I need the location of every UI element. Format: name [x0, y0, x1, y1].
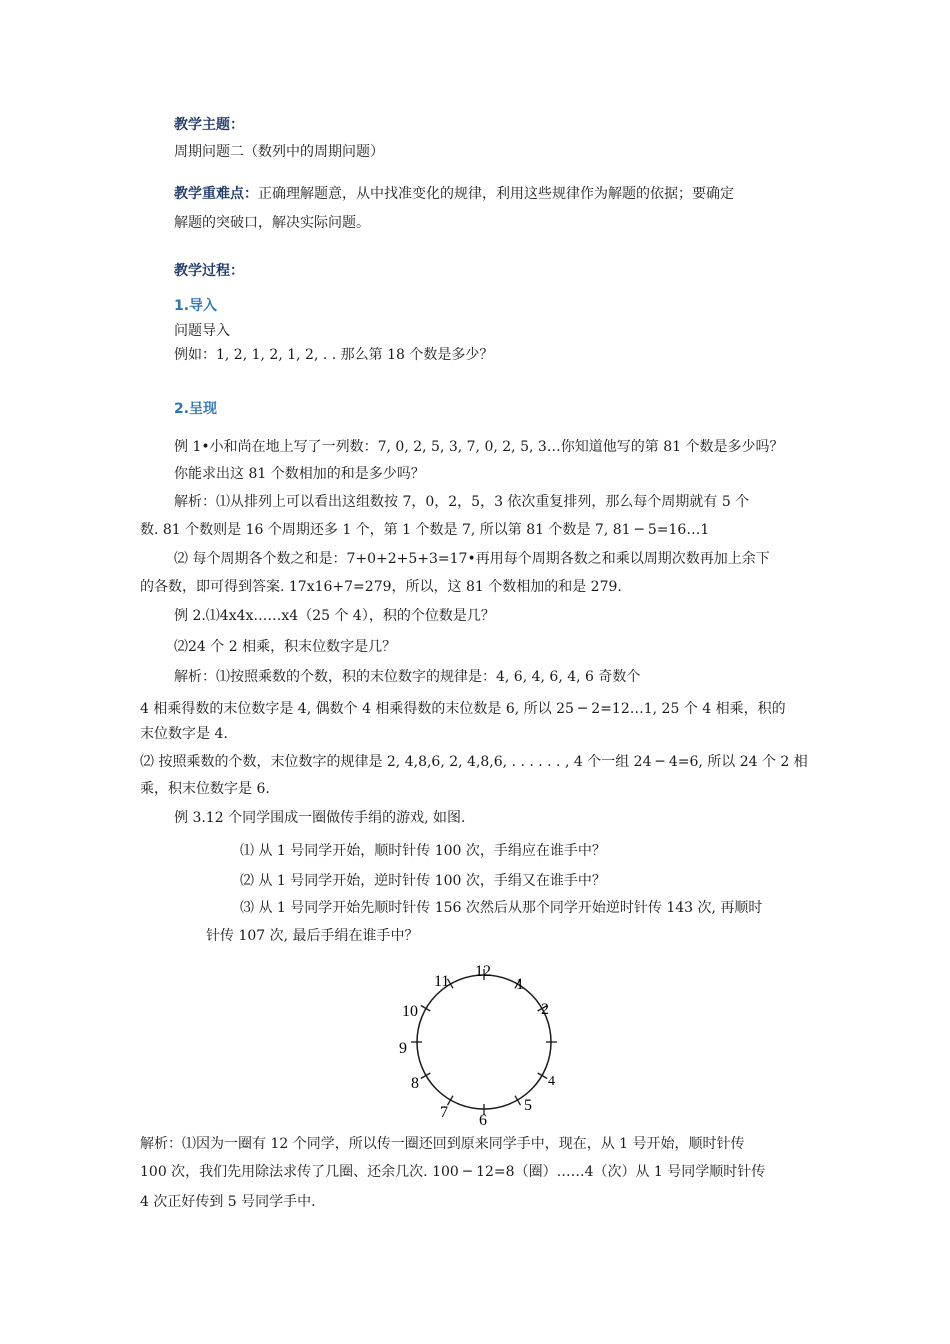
position-5-label: 5 [524, 1097, 532, 1114]
ex1-line-1: 例 1•小和尚在地上写了一列数：7, 0, 2, 5, 3, 7, 0, 2, 5, 3…你知道他写的第 81 个数是多少吗？ [174, 439, 784, 455]
position-7-label: 7 [440, 1104, 448, 1121]
ex3-solution-2: 100 次，我们先用除法求传了几圈、还余几次. 100 ─ 12=8（圈）……4（次）从 1 号同学顺时针传 [140, 1164, 766, 1180]
ex2-line-1: 例 2.⑴4x4x……x4（25 个 4），积的个位数是几？ [174, 608, 495, 624]
key-points-line-2: 解题的突破口，解决实际问题。 [174, 215, 370, 231]
topic-text: 周期问题二（数列中的周期问题） [174, 144, 384, 160]
key-points-line-1 [174, 184, 734, 204]
ex2-line-2: ⑵24 个 2 相乘，积末位数字是几？ [174, 639, 397, 655]
ex3-solution-3: 4 次正好传到 5 号同学手中. [140, 1194, 316, 1210]
position-1-label: 1 [516, 976, 524, 993]
section-intro-title: 1.导入 [174, 298, 218, 314]
ex2-solution-2: 4 相乘得数的末位数字是 4, 偶数个 4 相乘得数的末位数是 6, 所以 25 ─ 2=12…1, 25 个 4 相乘，积的 [140, 701, 786, 717]
circle-figure [395, 962, 575, 1132]
ex2-solution-1: 解析：⑴按照乘数的个数，积的末位数字的规律是：4, 6, 4, 6, 4, 6 奇数个 [174, 669, 641, 685]
intro-line-1: 问题导入 [174, 323, 230, 339]
ex1-solution-3: ⑵ 每个周期各个数之和是：7+0+2+5+3=17•再用每个周期各数之和乘以周期次数再加上余下 [174, 551, 770, 567]
ex1-solution-1: 解析：⑴从排列上可以看出这组数按 7，0，2，5，3 依次重复排列，那么每个周期就有 5 个 [174, 494, 750, 510]
position-12-label: 12 [475, 963, 491, 980]
ex1-solution-4: 的各数，即可得到答案. 17x16+7=279，所以，这 81 个数相加的和是 279. [140, 579, 622, 595]
ex3-solution-1: 解析：⑴因为一圈有 12 个同学，所以传一圈还回到原来同学手中，现在，从 1 号开始，顺时针传 [140, 1136, 745, 1152]
position-11-label: 11 [434, 973, 450, 990]
ex3-question-1: ⑴ 从 1 号同学开始，顺时针传 100 次，手绢应在谁手中？ [240, 843, 606, 859]
ex3-question-3a: ⑶ 从 1 号同学开始先顺时针传 156 次然后从那个同学开始逆时针传 143 次, 再顺时 [240, 900, 763, 916]
position-6-label: 6 [479, 1112, 487, 1129]
ex3-question-3b: 针传 107 次, 最后手绢在谁手中？ [206, 928, 419, 944]
ex1-line-2: 你能求出这 81 个数相加的和是多少吗？ [174, 466, 425, 482]
position-2-label: 2 [541, 1001, 549, 1018]
section-present-title: 2.呈现 [174, 401, 218, 417]
key-points-text-1: 正确理解题意，从中找准变化的规律，利用这些规律作为解题的依据；要确定 [258, 186, 734, 202]
topic-heading: 教学主题： [174, 117, 244, 133]
intro-line-2: 例如：1, 2, 1, 2, 1, 2, . . 那么第 18 个数是多少？ [174, 347, 494, 363]
ex3-line-1: 例 3.12 个同学围成一圈做传手绢的游戏, 如图. [174, 810, 466, 826]
ex2-solution-4: ⑵ 按照乘数的个数，末位数字的规律是 2, 4,8,6, 2, 4,8,6, . . . . . . , 4 个一组 24 ─ 4=6, 所以 24 个 2 相 [140, 754, 808, 770]
student-circle [417, 975, 551, 1109]
key-points-heading: 教学重难点： [174, 186, 258, 202]
position-8-label: 8 [411, 1075, 419, 1092]
ex3-question-2: ⑵ 从 1 号同学开始，逆时针传 100 次，手绢又在谁手中？ [240, 873, 606, 889]
position-10-label: 10 [402, 1003, 418, 1020]
position-9-label: 9 [399, 1040, 407, 1057]
position-4-label: 4 [548, 1074, 555, 1089]
ex2-solution-3: 末位数字是 4. [140, 726, 228, 742]
process-heading: 教学过程： [174, 263, 244, 279]
ex2-solution-5: 乘，积末位数字是 6. [140, 781, 270, 797]
ex1-solution-2: 数. 81 个数则是 16 个周期还多 1 个，第 1 个数是 7, 所以第 81 个数是 7, 81 ─ 5=16…1 [140, 522, 710, 538]
